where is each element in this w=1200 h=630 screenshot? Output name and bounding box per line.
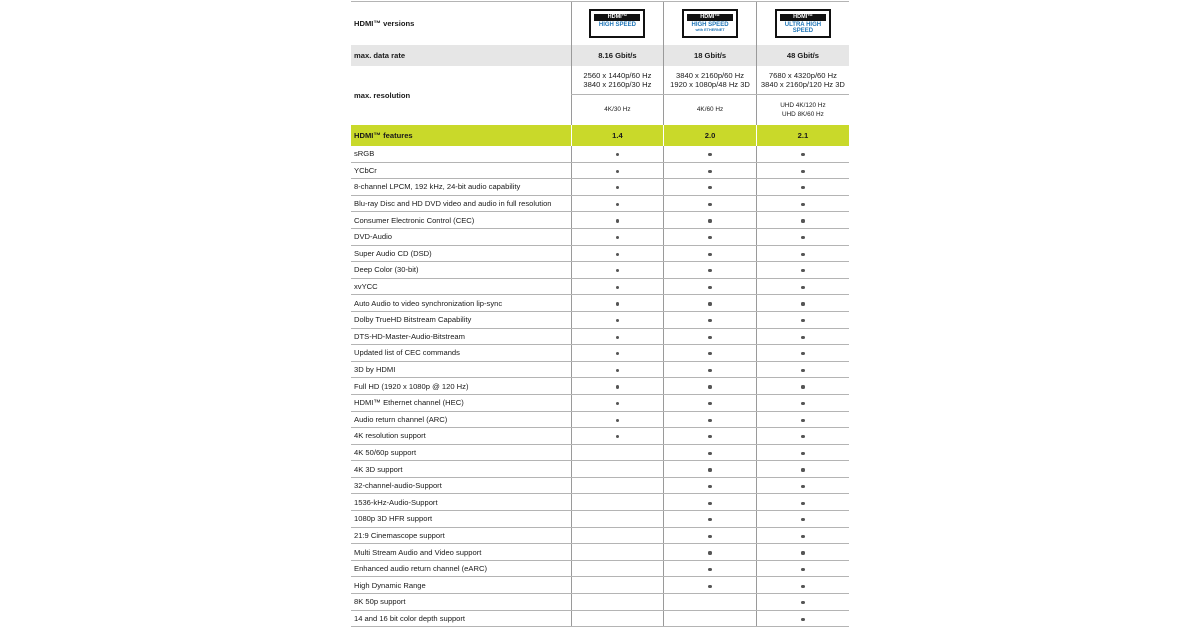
feature-name: HDMI™ Ethernet channel (HEC) — [351, 394, 571, 411]
feature-row — [351, 428, 849, 445]
supported-dot-icon — [708, 585, 711, 588]
resolution-4k8k-value: 4K/60 Hz — [664, 95, 757, 126]
supported-dot-icon — [801, 568, 804, 571]
feature-row — [351, 594, 849, 611]
feature-name: DVD-Audio — [351, 228, 571, 245]
supported-dot-icon — [616, 153, 619, 156]
support-cell — [571, 610, 664, 627]
support-cell — [756, 345, 849, 362]
feature-row — [351, 212, 849, 229]
feature-row — [351, 411, 849, 428]
supported-dot-icon — [616, 286, 619, 289]
support-cell — [664, 278, 757, 295]
support-cell — [664, 544, 757, 561]
supported-dot-icon — [801, 153, 804, 156]
feature-name: 1080p 3D HFR support — [351, 511, 571, 528]
feature-row — [351, 228, 849, 245]
feature-row — [351, 494, 849, 511]
feature-row — [351, 444, 849, 461]
feature-name: 8-channel LPCM, 192 kHz, 24-bit audio capability — [351, 179, 571, 196]
support-cell — [664, 394, 757, 411]
feature-name: 32-channel-audio-Support — [351, 477, 571, 494]
feature-row — [351, 245, 849, 262]
feature-row — [351, 610, 849, 627]
support-cell — [664, 444, 757, 461]
feature-row — [351, 295, 849, 312]
support-cell — [571, 594, 664, 611]
feature-row — [351, 361, 849, 378]
feature-name: 8K 50p support — [351, 594, 571, 611]
support-cell — [756, 461, 849, 478]
support-cell — [756, 394, 849, 411]
features-header-label: HDMI™ features — [351, 125, 571, 146]
data-rate-value: 48 Gbit/s — [756, 45, 849, 66]
feature-name: 3D by HDMI — [351, 361, 571, 378]
supported-dot-icon — [708, 435, 711, 438]
support-cell — [571, 328, 664, 345]
support-cell — [571, 278, 664, 295]
support-cell — [664, 262, 757, 279]
feature-row — [351, 511, 849, 528]
version-number: 2.0 — [664, 125, 757, 146]
supported-dot-icon — [616, 203, 619, 206]
supported-dot-icon — [801, 236, 804, 239]
resolution-value: 3840 x 2160p/60 Hz 1920 x 1080p/48 Hz 3D — [664, 66, 757, 95]
feature-row — [351, 394, 849, 411]
supported-dot-icon — [801, 219, 804, 222]
supported-dot-icon — [616, 302, 619, 305]
feature-row — [351, 461, 849, 478]
feature-name: sRGB — [351, 146, 571, 162]
support-cell — [664, 328, 757, 345]
versions-label: HDMI™ versions — [351, 2, 571, 46]
supported-dot-icon — [616, 352, 619, 355]
supported-dot-icon — [801, 269, 804, 272]
support-cell — [571, 262, 664, 279]
support-cell — [571, 162, 664, 179]
supported-dot-icon — [616, 419, 619, 422]
supported-dot-icon — [801, 352, 804, 355]
hdmi-high-speed-ethernet-logo: HDMI™ HIGH SPEED with ETHERNET — [682, 9, 738, 38]
feature-row — [351, 345, 849, 362]
support-cell — [756, 162, 849, 179]
feature-name: Blu-ray Disc and HD DVD video and audio in full resolution — [351, 195, 571, 212]
supported-dot-icon — [801, 286, 804, 289]
hdmi-ultra-high-speed-logo: HDMI™ ULTRA HIGH SPEED — [775, 9, 831, 38]
support-cell — [571, 527, 664, 544]
support-cell — [756, 494, 849, 511]
feature-row — [351, 311, 849, 328]
supported-dot-icon — [708, 153, 711, 156]
supported-dot-icon — [801, 468, 804, 471]
supported-dot-icon — [616, 170, 619, 173]
feature-name: Multi Stream Audio and Video support — [351, 544, 571, 561]
support-cell — [571, 560, 664, 577]
support-cell — [664, 610, 757, 627]
feature-name: High Dynamic Range — [351, 577, 571, 594]
feature-row — [351, 477, 849, 494]
support-cell — [756, 527, 849, 544]
support-cell — [756, 195, 849, 212]
supported-dot-icon — [708, 535, 711, 538]
supported-dot-icon — [708, 170, 711, 173]
support-cell — [664, 311, 757, 328]
feature-row — [351, 195, 849, 212]
supported-dot-icon — [801, 253, 804, 256]
supported-dot-icon — [708, 485, 711, 488]
support-cell — [571, 444, 664, 461]
support-cell — [756, 179, 849, 196]
supported-dot-icon — [801, 336, 804, 339]
feature-row — [351, 262, 849, 279]
data-rate-row — [351, 45, 849, 66]
supported-dot-icon — [801, 369, 804, 372]
support-cell — [571, 477, 664, 494]
feature-name: Auto Audio to video synchronization lip-sync — [351, 295, 571, 312]
supported-dot-icon — [708, 551, 711, 554]
feature-row — [351, 544, 849, 561]
support-cell — [571, 461, 664, 478]
supported-dot-icon — [708, 336, 711, 339]
support-cell — [756, 146, 849, 162]
supported-dot-icon — [708, 253, 711, 256]
support-cell — [571, 378, 664, 395]
resolution-label: max. resolution — [354, 91, 411, 100]
feature-name: Full HD (1920 x 1080p @ 120 Hz) — [351, 378, 571, 395]
support-cell — [664, 378, 757, 395]
support-cell — [571, 146, 664, 162]
supported-dot-icon — [616, 336, 619, 339]
feature-name: Enhanced audio return channel (eARC) — [351, 560, 571, 577]
supported-dot-icon — [801, 203, 804, 206]
support-cell — [756, 295, 849, 312]
feature-name: 1536-kHz-Audio-Support — [351, 494, 571, 511]
feature-name: Consumer Electronic Control (CEC) — [351, 212, 571, 229]
supported-dot-icon — [801, 585, 804, 588]
feature-row — [351, 577, 849, 594]
supported-dot-icon — [801, 551, 804, 554]
support-cell — [664, 511, 757, 528]
feature-name: Dolby TrueHD Bitstream Capability — [351, 311, 571, 328]
supported-dot-icon — [708, 186, 711, 189]
supported-dot-icon — [801, 601, 804, 604]
support-cell — [756, 428, 849, 445]
support-cell — [756, 212, 849, 229]
feature-row — [351, 378, 849, 395]
support-cell — [664, 461, 757, 478]
support-cell — [756, 378, 849, 395]
support-cell — [756, 477, 849, 494]
support-cell — [756, 361, 849, 378]
feature-row — [351, 162, 849, 179]
feature-name: DTS-HD-Master-Audio-Bitstream — [351, 328, 571, 345]
supported-dot-icon — [708, 236, 711, 239]
supported-dot-icon — [708, 502, 711, 505]
feature-name: Updated list of CEC commands — [351, 345, 571, 362]
feature-row — [351, 278, 849, 295]
supported-dot-icon — [801, 186, 804, 189]
support-cell — [571, 494, 664, 511]
supported-dot-icon — [708, 452, 711, 455]
support-cell — [571, 212, 664, 229]
feature-name: 4K resolution support — [351, 428, 571, 445]
support-cell — [571, 544, 664, 561]
resolution-row — [351, 66, 849, 95]
support-cell — [664, 295, 757, 312]
feature-name: Audio return channel (ARC) — [351, 411, 571, 428]
support-cell — [664, 228, 757, 245]
supported-dot-icon — [616, 369, 619, 372]
data-rate-value: 18 Gbit/s — [664, 45, 757, 66]
support-cell — [664, 477, 757, 494]
support-cell — [664, 245, 757, 262]
supported-dot-icon — [616, 219, 619, 222]
support-cell — [756, 328, 849, 345]
support-cell — [756, 444, 849, 461]
supported-dot-icon — [801, 402, 804, 405]
supported-dot-icon — [801, 170, 804, 173]
support-cell — [664, 428, 757, 445]
support-cell — [571, 394, 664, 411]
support-cell — [664, 195, 757, 212]
support-cell — [571, 511, 664, 528]
support-cell — [571, 428, 664, 445]
support-cell — [756, 262, 849, 279]
supported-dot-icon — [616, 435, 619, 438]
supported-dot-icon — [616, 385, 619, 388]
support-cell — [756, 245, 849, 262]
support-cell — [571, 345, 664, 362]
features-header-row — [351, 125, 849, 146]
supported-dot-icon — [616, 319, 619, 322]
feature-row — [351, 527, 849, 544]
supported-dot-icon — [801, 319, 804, 322]
supported-dot-icon — [708, 203, 711, 206]
feature-row — [351, 560, 849, 577]
support-cell — [756, 278, 849, 295]
supported-dot-icon — [616, 269, 619, 272]
feature-name: Super Audio CD (DSD) — [351, 245, 571, 262]
support-cell — [664, 212, 757, 229]
support-cell — [571, 195, 664, 212]
supported-dot-icon — [708, 319, 711, 322]
feature-row — [351, 328, 849, 345]
supported-dot-icon — [801, 452, 804, 455]
supported-dot-icon — [616, 186, 619, 189]
feature-row — [351, 179, 849, 196]
supported-dot-icon — [708, 219, 711, 222]
logo-cell-3 — [756, 2, 849, 46]
supported-dot-icon — [708, 269, 711, 272]
support-cell — [756, 228, 849, 245]
supported-dot-icon — [708, 419, 711, 422]
support-cell — [756, 411, 849, 428]
hdmi-comparison-table — [351, 1, 849, 627]
support-cell — [664, 594, 757, 611]
support-cell — [756, 594, 849, 611]
support-cell — [664, 162, 757, 179]
supported-dot-icon — [801, 419, 804, 422]
support-cell — [664, 577, 757, 594]
feature-name: xvYCC — [351, 278, 571, 295]
supported-dot-icon — [616, 236, 619, 239]
version-number: 2.1 — [756, 125, 849, 146]
support-cell — [664, 345, 757, 362]
feature-name: Deep Color (30-bit) — [351, 262, 571, 279]
support-cell — [756, 577, 849, 594]
feature-name: 4K 50/60p support — [351, 444, 571, 461]
supported-dot-icon — [708, 286, 711, 289]
resolution-value: 2560 x 1440p/60 Hz 3840 x 2160p/30 Hz — [571, 66, 664, 95]
supported-dot-icon — [708, 402, 711, 405]
logo-cell-2 — [664, 2, 757, 46]
support-cell — [756, 544, 849, 561]
support-cell — [664, 179, 757, 196]
supported-dot-icon — [708, 468, 711, 471]
support-cell — [664, 527, 757, 544]
supported-dot-icon — [801, 302, 804, 305]
support-cell — [571, 228, 664, 245]
support-cell — [571, 411, 664, 428]
feature-name: YCbCr — [351, 162, 571, 179]
supported-dot-icon — [708, 369, 711, 372]
feature-name: 4K 3D support — [351, 461, 571, 478]
data-rate-label: max. data rate — [351, 45, 571, 66]
support-cell — [756, 560, 849, 577]
support-cell — [664, 560, 757, 577]
support-cell — [664, 146, 757, 162]
supported-dot-icon — [708, 568, 711, 571]
supported-dot-icon — [708, 518, 711, 521]
feature-name: 14 and 16 bit color depth support — [351, 610, 571, 627]
support-cell — [756, 311, 849, 328]
supported-dot-icon — [801, 385, 804, 388]
supported-dot-icon — [801, 535, 804, 538]
supported-dot-icon — [801, 618, 804, 621]
support-cell — [571, 577, 664, 594]
support-cell — [571, 361, 664, 378]
versions-row — [351, 2, 849, 46]
supported-dot-icon — [708, 302, 711, 305]
version-number: 1.4 — [571, 125, 664, 146]
feature-row — [351, 146, 849, 162]
supported-dot-icon — [801, 435, 804, 438]
supported-dot-icon — [801, 485, 804, 488]
support-cell — [664, 411, 757, 428]
supported-dot-icon — [616, 253, 619, 256]
data-rate-value: 8.16 Gbit/s — [571, 45, 664, 66]
support-cell — [571, 311, 664, 328]
hdmi-high-speed-logo: HDMI™ HIGH SPEED — [589, 9, 645, 38]
support-cell — [664, 361, 757, 378]
resolution-4k8k-value: UHD 4K/120 Hz UHD 8K/60 Hz — [756, 95, 849, 126]
support-cell — [664, 494, 757, 511]
feature-name: 21:9 Cinemascope support — [351, 527, 571, 544]
support-cell — [756, 511, 849, 528]
supported-dot-icon — [801, 502, 804, 505]
supported-dot-icon — [708, 385, 711, 388]
resolution-4k8k-value: 4K/30 Hz — [571, 95, 664, 126]
supported-dot-icon — [708, 352, 711, 355]
support-cell — [571, 179, 664, 196]
supported-dot-icon — [801, 518, 804, 521]
logo-cell-1 — [571, 2, 664, 46]
support-cell — [756, 610, 849, 627]
support-cell — [571, 295, 664, 312]
supported-dot-icon — [616, 402, 619, 405]
resolution-value: 7680 x 4320p/60 Hz 3840 x 2160p/120 Hz 3D — [756, 66, 849, 95]
support-cell — [571, 245, 664, 262]
